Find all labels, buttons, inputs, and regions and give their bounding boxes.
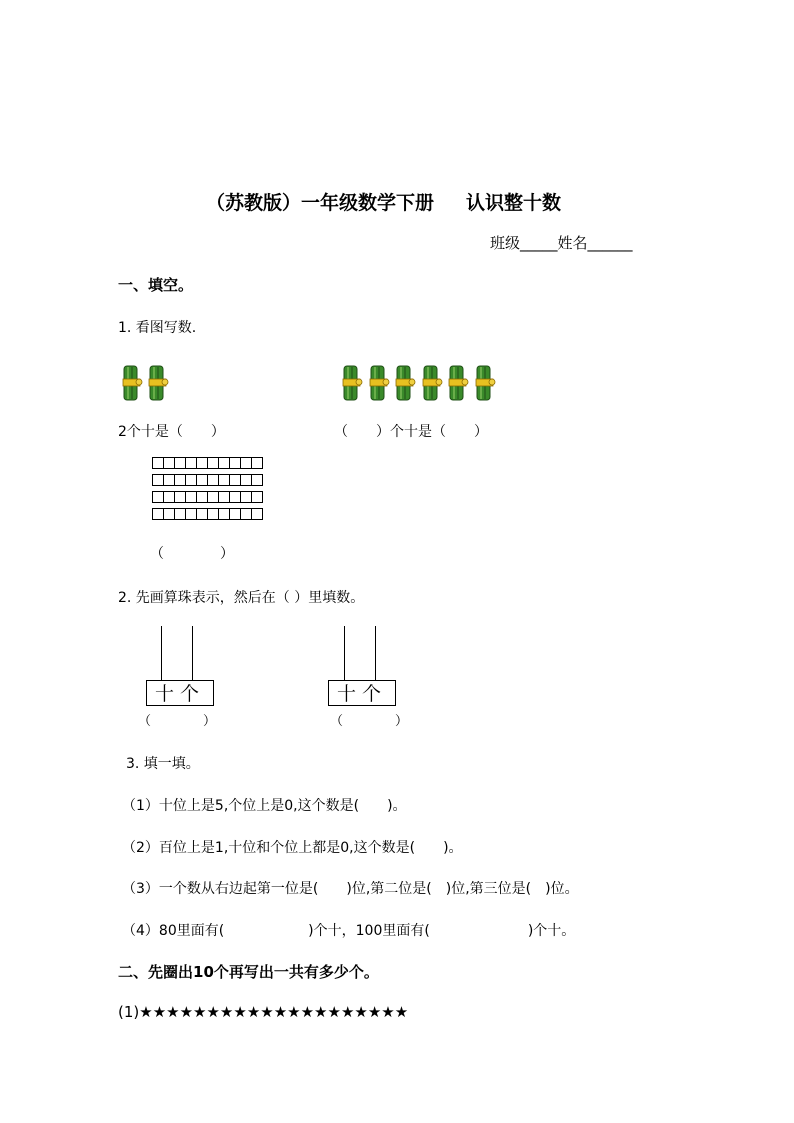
grid-answer-blank[interactable]: （ ） [150,546,234,562]
grid-row [152,491,262,503]
q1-right-caption: （ ）个十是（ ） [334,424,488,440]
stick-bundle-icon [368,364,390,402]
q3-label: 3. 填一填。 [126,756,200,772]
q3-item-2: （2）百位上是1,十位和个位上都是0,这个数是( )。 [122,840,463,856]
page-title [206,188,561,215]
stick-bundle-icon [474,364,496,402]
q1-left-caption: 2个十是（ ） [118,424,225,440]
q3-item-1: （1）十位上是5,个位上是0,这个数是( )。 [122,798,407,814]
abacus-place-label: 十 个 [337,683,382,705]
stick-bundle-icon [341,364,363,402]
stick-bundle-icon [421,364,443,402]
grid-row [152,474,262,486]
stick-bundle-icon [147,364,169,402]
q2-label: 2. 先画算珠表示，然后在（ ）里填数。 [118,590,365,606]
section2-heading: 二、先圈出10个再写出一共有多少个。 [118,963,379,981]
q1-label: 1. 看图写数. [118,320,197,336]
q3-item-4: （4）80里面有( )个十，100里面有( )个十。 [122,923,576,939]
section1-heading: 一、填空。 [118,276,194,294]
stick-bundle-icon [447,364,469,402]
grid-row [152,508,262,520]
abacus-place-label: 十 个 [155,683,200,705]
class-name-line: 班级_____姓名______ [490,234,633,252]
q3-item-3: （3）一个数从右边起第一位是( )位,第二位是( )位,第三位是( )位。 [122,881,579,897]
star-row: (1)★★★★★★★★★★★★★★★★★★★★ [118,1003,409,1021]
title-main: （苏教版）一年级数学下册 [206,192,435,214]
stick-bundle-icon [394,364,416,402]
stick-bundle-icon [121,364,143,402]
title-topic: 认识整十数 [466,192,562,214]
grid-row [152,457,262,469]
abacus-left-answer[interactable]: （ ） [138,714,217,729]
abacus-right-answer[interactable]: （ ） [330,714,409,729]
